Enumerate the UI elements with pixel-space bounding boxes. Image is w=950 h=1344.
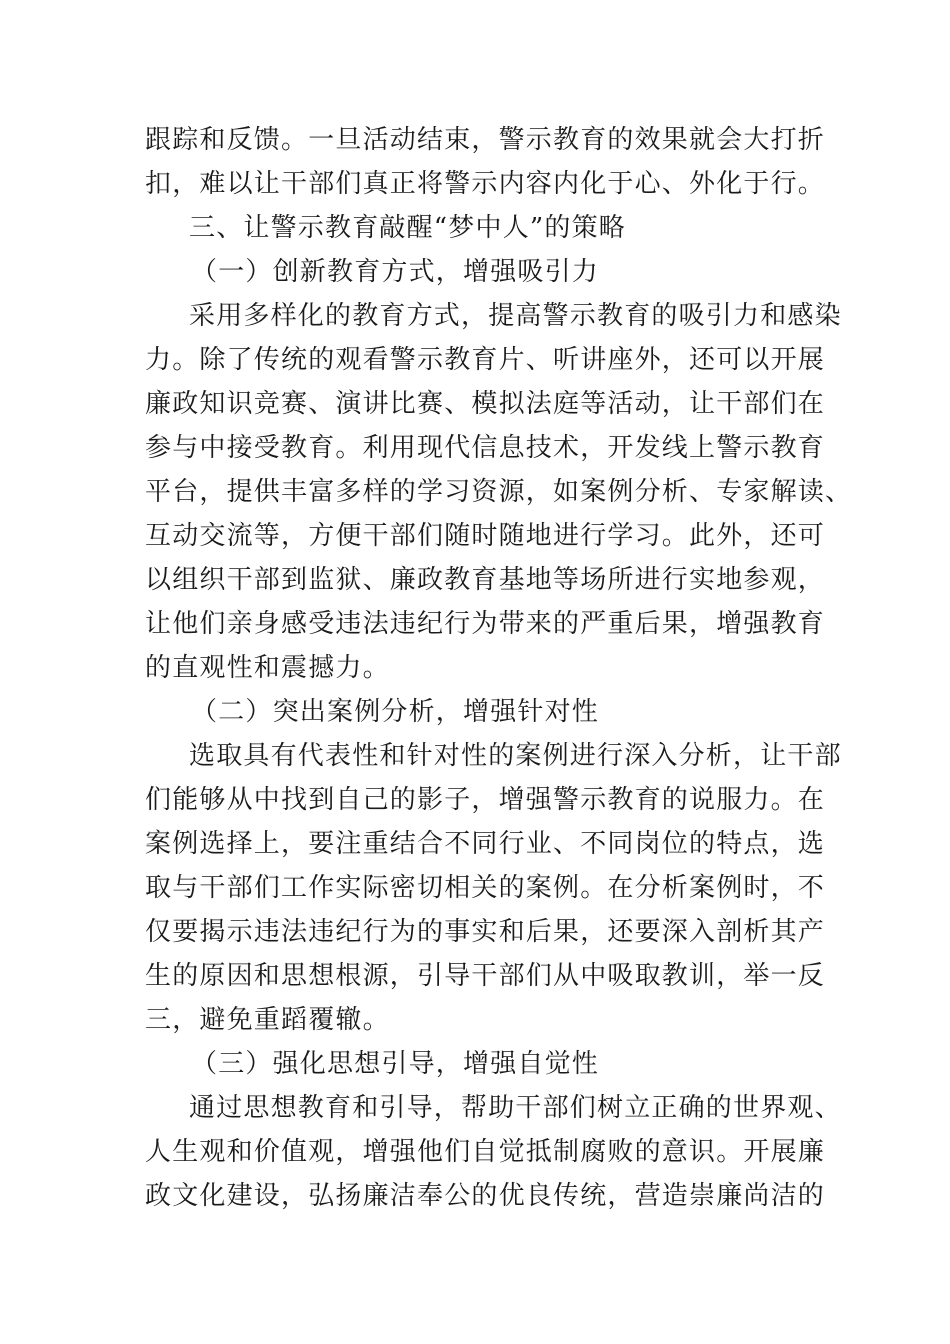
body-text-line: 三，避免重蹈覆辙。 bbox=[145, 1005, 390, 1035]
body-text-line: 取与干部们工作实际密切相关的案例。在分析案例时，不 bbox=[145, 873, 826, 903]
body-text-line: 力。除了传统的观看警示教育片、听讲座外，还可以开展 bbox=[145, 345, 826, 375]
body-text-line: 跟踪和反馈。一旦活动结束，警示教育的效果就会大打折 bbox=[145, 125, 826, 155]
body-text-line: 廉政知识竞赛、演讲比赛、模拟法庭等活动，让干部们在 bbox=[145, 389, 826, 419]
body-text-line: 的直观性和震撼力。 bbox=[145, 653, 390, 683]
body-text-line: 生的原因和思想根源，引导干部们从中吸取教训，举一反 bbox=[145, 961, 826, 991]
subsection-heading: （一）创新教育方式，增强吸引力 bbox=[191, 257, 600, 287]
section-heading: 三、让警示教育敲醒“梦中人”的策略 bbox=[189, 213, 626, 243]
body-text-line: 政文化建设，弘扬廉洁奉公的优良传统，营造崇廉尚洁的 bbox=[145, 1181, 826, 1211]
body-text-line: 互动交流等，方便干部们随时随地进行学习。此外，还可 bbox=[145, 521, 826, 551]
body-text-line: 仅要揭示违法违纪行为的事实和后果，还要深入剖析其产 bbox=[145, 917, 826, 947]
paragraph-first-line: 选取具有代表性和针对性的案例进行深入分析，让干部 bbox=[189, 741, 842, 771]
body-text-line: 人生观和价值观，增强他们自觉抵制腐败的意识。开展廉 bbox=[145, 1137, 826, 1167]
subsection-heading: （二）突出案例分析，增强针对性 bbox=[191, 697, 600, 727]
body-text-line: 参与中接受教育。利用现代信息技术，开发线上警示教育 bbox=[145, 433, 826, 463]
body-text-line: 扣，难以让干部们真正将警示内容内化于心、外化于行。 bbox=[145, 169, 826, 199]
body-text-line: 案例选择上，要注重结合不同行业、不同岗位的特点，选 bbox=[145, 829, 826, 859]
paragraph-first-line: 采用多样化的教育方式，提高警示教育的吸引力和感染 bbox=[189, 301, 842, 331]
subsection-heading: （三）强化思想引导，增强自觉性 bbox=[191, 1049, 600, 1079]
body-text-line: 让他们亲身感受违法违纪行为带来的严重后果，增强教育 bbox=[145, 609, 826, 639]
body-text-line: 平台，提供丰富多样的学习资源，如案例分析、专家解读、 bbox=[145, 477, 853, 507]
paragraph-first-line: 通过思想教育和引导，帮助干部们树立正确的世界观、 bbox=[189, 1093, 842, 1123]
body-text-line: 们能够从中找到自己的影子，增强警示教育的说服力。在 bbox=[145, 785, 826, 815]
body-text-line: 以组织干部到监狱、廉政教育基地等场所进行实地参观， bbox=[145, 565, 826, 595]
